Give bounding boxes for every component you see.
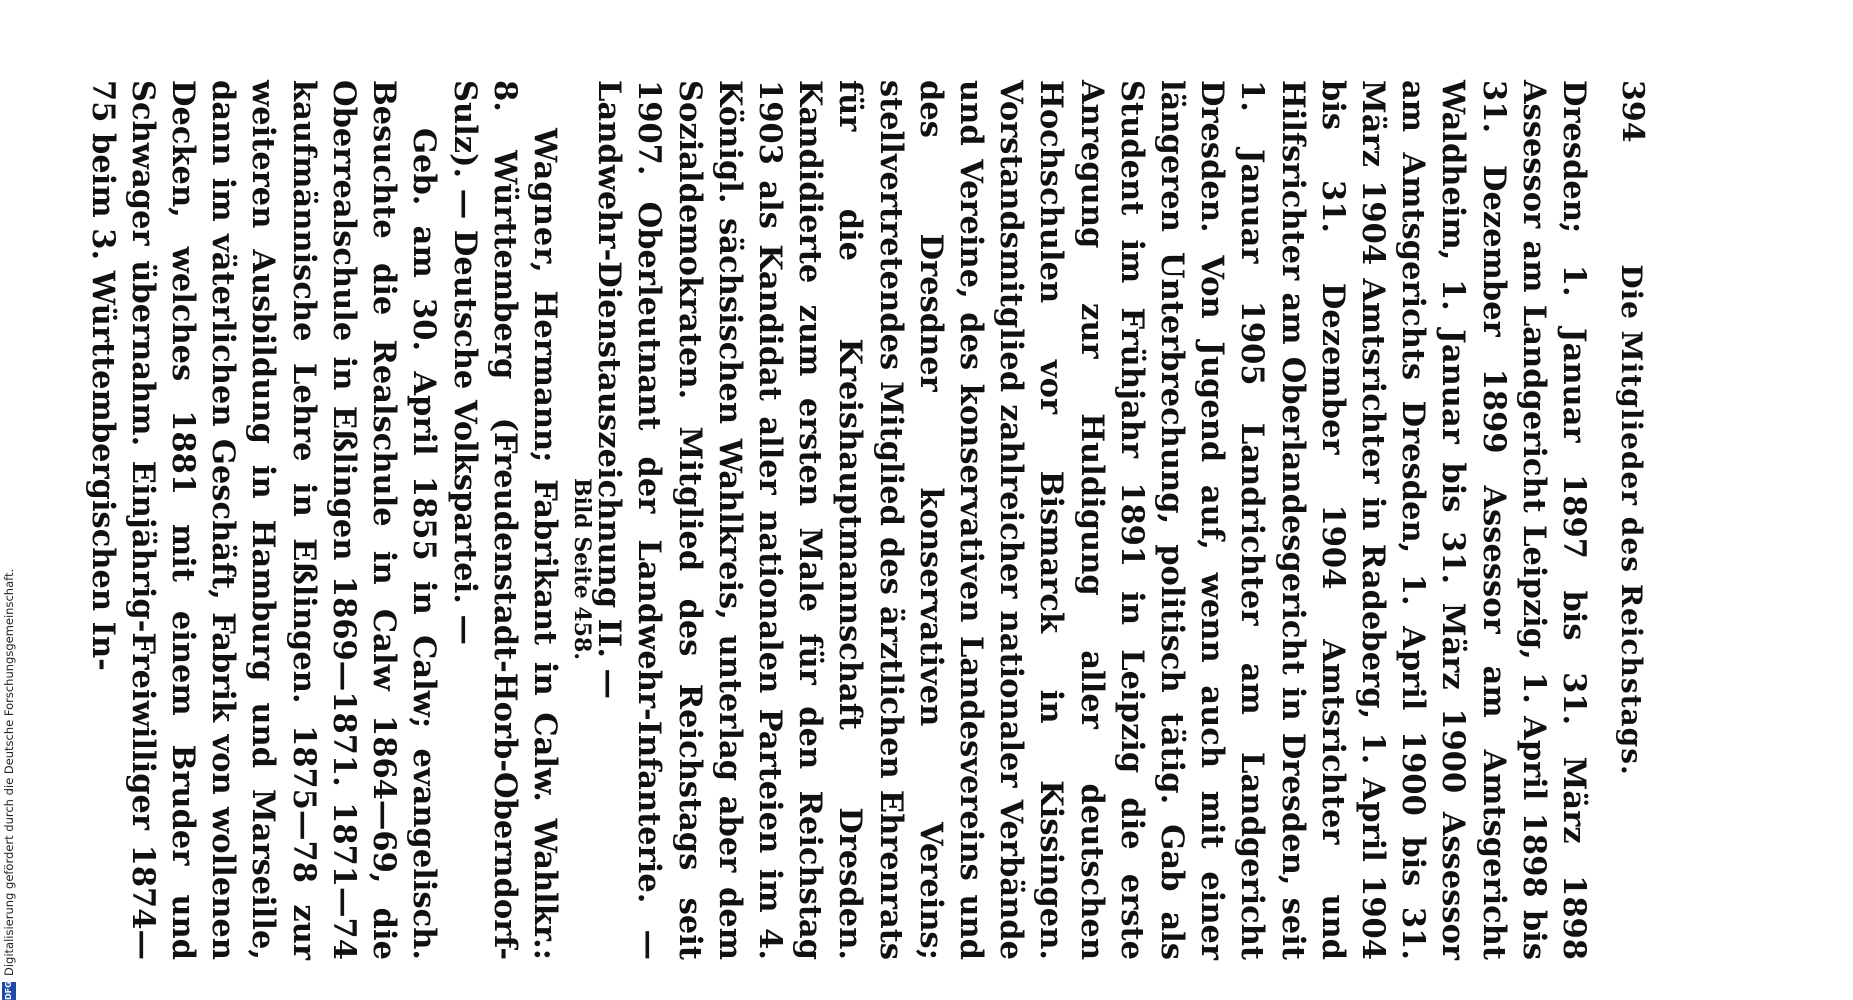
dfg-logo-icon: DFG (2, 982, 16, 1000)
entry-name: Wagner, (526, 128, 563, 274)
entry-heading (444, 80, 565, 960)
page-content (84, 80, 1650, 960)
paragraph-biography-continued: Dresden; 1. Januar 1897 bis 31. März 1898 Assessor am Landgericht Leipzig, 1. April 1898 bis 31. Dezember 1899 Assessor am Amtsgericht Waldheim, 1. Januar bis 31. März 1900 Assessor am Amtsgerichts Dresden, 1. April 1900 bis 31. März 1904 Amtsrichter in Radeberg, 1. April 1904 bis 31. Dezember 1904 Amtsrichter und Hilfsrichter am Oberlandesgericht in Dresden, seit 1. Januar 1905 Landrichter am Landgericht Dresden. Von Jugend auf, wenn auch mit einer längeren Unterbrechung, politisch tätig. Gab als Student im Frühjahr 1891 in Leipzig die erste Anregung zur Huldigung aller deutschen Hochschulen vor Bismarck in Kissingen. Vorstandsmitglied zahlreicher nationaler Verbände und Vereine, des konservativen Landesvereins und des Dresdner konservativen Vereins; stellvertretendes Mitglied des ärztlichen Ehrenrats für die Kreishauptmannschaft Dresden. Kandidierte zum ersten Male für den Reichstag 1903 als Kandidat aller nationalen Parteien im 4. Königl. sächsischen Wahlkreis, unterlag aber dem Sozialdemokraten. Mitglied des Reichstags seit 1907. Oberleutnant der Landwehr-Infanterie. — Landwehr-Dienstauszeichnung II. — (591, 80, 1592, 960)
running-title: Die Mitglieder des Reichstags. (1615, 264, 1648, 776)
credit-text: Digitalisierung gefördert durch die Deutsche Forschungsgemeinschaft. (2, 568, 16, 976)
page-number: 394 (1615, 80, 1650, 143)
page-header (1610, 80, 1650, 960)
image-reference-caption: Bild Seite 458. (568, 478, 595, 660)
entry-biography: Geb. am 30. April 1855 in Calw; evangelisch. Besuchte die Realschule in Calw 1864—69, die Oberrealschule in Eßlingen 1869—1871. 1871—74 kaufmännische Lehre in Eßlingen. 1875—78 zur weiteren Ausbildung in Hamburg und Marseille, dann im väterlichen Geschäft, Fabrik von wollenen Decken, welches 1881 mit einem Bruder und Schwager übernahm. Einjährig-Freiwilliger 1874—75 beim 3. Württembergischen In- (84, 80, 443, 960)
entry-heading-text: Hermann; Fabrikant in Calw. Wahlkr.: 8. Württemberg (Freudenstadt-Horb-Oberndorf-Sulz). — Deutsche Volkspartei. — (446, 80, 563, 960)
digitization-credit (0, 480, 18, 1000)
body-text (82, 80, 1594, 960)
